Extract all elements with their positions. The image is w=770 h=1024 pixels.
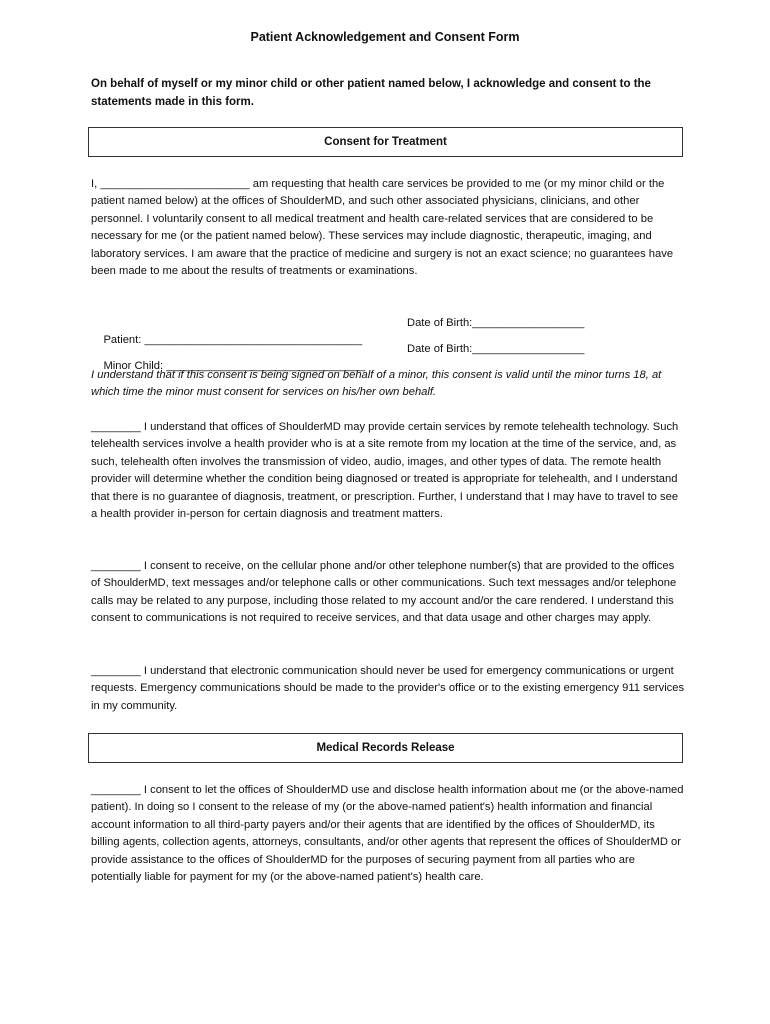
telehealth-acknowledgement: ________ I understand that offices of ShoulderMD may provide certain services by remote telehealth technology. Such telehealth services involve a health provider who is at a site remote from my location at the time of the service, and, as such, telehealth often involves the transmission of video, audio, images, and other types of data. The remote health provider will determine whether the condition being diagnosed or treated is appropriate for telehealth, and I understand that there is no guarantee of diagnosis, treatment, or prescription. Further, I understand that I may have to travel to see a health provider in-person for certain diagnosis and treatment matters. [91, 421, 679, 521]
patient-dob-field[interactable]: Date of Birth:__________________ [407, 317, 585, 329]
minor-name-field[interactable]: Minor Child: ________________________________ [103, 360, 366, 372]
texting-consent: ________ I consent to receive, on the cellular phone and/or other telephone number(s) that are provided to the offices of ShoulderMD, text messages and/or telephone calls or other communications. Such text messages and/or telephone calls may be related to any purpose, including those related to my account and/or the care rendered. I understand this consent to communications is not required to receive services, and that data usage and other charges may apply. [91, 560, 677, 625]
medical-records-heading: Medical Records Release [88, 733, 683, 763]
consent-treatment-body: I, ________________________ am requesting that health care services be provided to me (or my minor child or the patient named below) at the offices of ShoulderMD, and such other associated physicians, clinicians, and other personnel. I voluntarily consent to all medical treatment and health care-related services that are considered to be necessary for me (or the patient named below). These services may include diagnostic, therapeutic, imaging, and laboratory services. I am aware that the practice of medicine and surgery is not an exact science; no guarantees have been made to me about the results of treatments or examinations. [91, 178, 674, 278]
form-intro: On behalf of myself or my minor child or other patient named below, I acknowledge and consent to the statements made in this form. [91, 78, 651, 108]
medical-records-body: ________ I consent to let the offices of ShoulderMD use and disclose health information about me (or the above-named patient). In doing so I consent to the release of my (or the above-named patient's) health information and financial account information to all third-party payers and/or their agents that are identified by the offices of ShoulderMD, its billing agents, collection agents, attorneys, consultants, and/or other agents that represent the offices of ShoulderMD or provide assistance to the offices of ShoulderMD for the purposes of securing payment from all parties who are potentially liable for payment for my (or the above-named patient's) health care. [91, 784, 684, 884]
emergency-acknowledgement: ________ I understand that electronic communication should never be used for emergency communications or urgent requests. Emergency communications should be made to the provider's office or to the existing emergency 911 services in my community. [91, 665, 685, 712]
consent-treatment-heading: Consent for Treatment [88, 127, 683, 157]
patient-name-field[interactable]: Patient: ___________________________________ [103, 334, 363, 346]
minor-consent-note: I understand that if this consent is being signed on behalf of a minor, this consent is valid until the minor turns 18, at which time the minor must consent for services on his/her own behalf. [91, 369, 662, 399]
form-title: Patient Acknowledgement and Consent Form [250, 30, 520, 44]
minor-dob-field[interactable]: Date of Birth:__________________ [407, 343, 585, 355]
